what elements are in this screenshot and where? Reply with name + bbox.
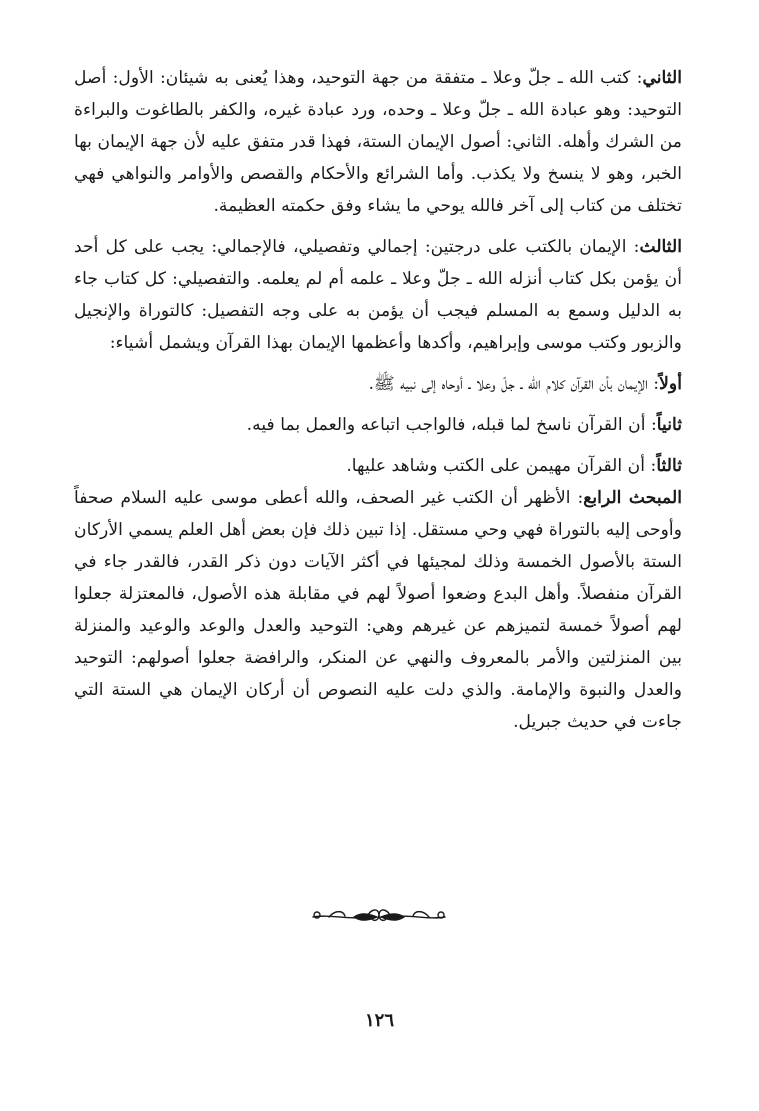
paragraph-text-fourth: : الأظهر أن الكتب غير الصحف، والله أعطى موسى عليه السلام صحفاً وأوحى إليه بالتوراة فهي وحي مستقل. إذا تبين ذلك فإن بعض أهل العلم يسمي الأركان الستة بالأصول الخمسة وذلك لمجيئها في أكثر الآيات دون ذكر القدر، فالقدر جاء في القرآن منفصلاً. وأهل البدع وضعوا أصولاً لهم في مقابلة هذه الأصول، فالمعتزلة جعلوا لهم أصولاً خمسة لتميزهم عن غيرهم وهي: التوحيد والعدل والوعد والوعيد والمنزلة بين المنزلتين والأمر بالمعروف والنهي عن المنكر، والرافضة جعلوا أصولهم: التوحيد والعدل والنبوة والإمامة. والذي دلت عليه النصوص أن أركان الإيمان هي الستة التي جاءت في حديث جبريل. bbox=[74, 488, 682, 732]
list-item-second bbox=[74, 409, 682, 441]
list-item-lead: ثانياً bbox=[656, 415, 682, 435]
list-item-text: : الإيمان بأن القرآن كلام الله ـ جلّ وعلا ـ أوحاه إلى نبيه ﷺ. bbox=[368, 374, 660, 394]
paragraph-text-second: : كتب الله ـ جلّ وعلا ـ متفقة من جهة التوحيد، وهذا يُعنى به شيئان: الأول: أصل التوحيد: وهو عبادة الله ـ جلّ وعلا ـ وحده، ورد عبادة غيره، والكفر بالطاغوت والبراءة من الشرك وأهله. الثاني: أصول الإيمان الستة، فهذا قدر متفق عليه لأن جهة الإيمان بها الخبر، وهو لا ينسخ ولا يكذب. وأما الشرائع والأحكام والقصص والأوامر والنواهي فهي تختلف من كتاب إلى آخر فالله يوحي ما يشاء وفق حكمته العظيمة. bbox=[74, 68, 682, 216]
list-item-first bbox=[74, 368, 682, 400]
list-item-lead: أولاً bbox=[659, 374, 682, 394]
paragraph-lead-second: الثاني bbox=[642, 68, 682, 88]
page-number: ١٢٦ bbox=[364, 1010, 394, 1031]
list-item-text: : أن القرآن ناسخ لما قبله، فالواجب اتباعه والعمل بما فيه. bbox=[246, 415, 657, 435]
paragraph-fourth bbox=[74, 482, 682, 738]
paragraph-text-third: : الإيمان بالكتب على درجتين: إجمالي وتفصيلي، فالإجمالي: يجب على كل أحد أن يؤمن بكل كتاب أنزله الله ـ جلّ وعلا ـ علمه أم لم يعلمه. والتفصيلي: كل كتاب جاء به الدليل وسمع به المسلم فيجب أن يؤمن به على وجه التفصيل: كالتوراة والإنجيل والزبور وكتب موسى وإبراهيم، وأكدها وأعظمها الإيمان بهذا القرآن ويشمل أشياء: bbox=[74, 237, 682, 353]
list-item-lead: ثالثاً bbox=[656, 456, 682, 476]
body-text bbox=[74, 62, 682, 738]
paragraph-second bbox=[74, 62, 682, 222]
list-item-third bbox=[74, 450, 682, 482]
paragraph-lead-fourth: المبحث الرابع bbox=[583, 488, 682, 508]
flourish-ornament-icon bbox=[309, 902, 449, 932]
paragraph-third bbox=[74, 231, 682, 359]
list-item-text: : أن القرآن مهيمن على الكتب وشاهد عليها. bbox=[346, 456, 657, 476]
paragraph-lead-third: الثالث bbox=[639, 237, 682, 257]
